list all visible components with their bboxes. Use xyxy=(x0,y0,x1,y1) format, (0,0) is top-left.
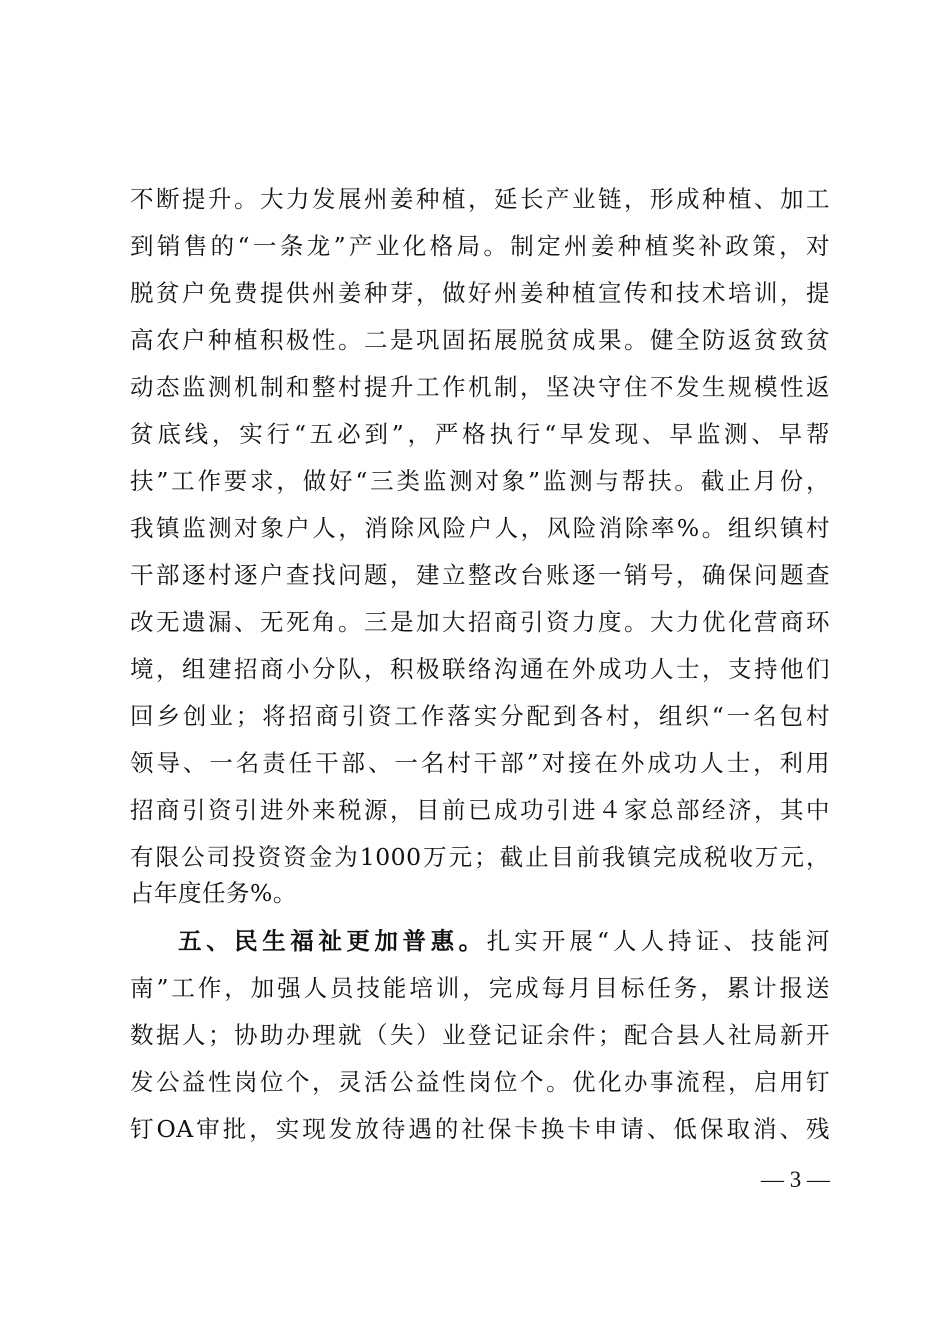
text-line: 干部逐村逐户查找问题，建立整改台账逐一销号，确保问题查 xyxy=(130,561,830,589)
text-line: 回乡创业；将招商引资工作落实分配到各村，组织“一名包村 xyxy=(130,702,830,730)
text-line: 不断提升。大力发展州姜种植，延长产业链，形成种植、加工 xyxy=(130,185,830,213)
text-line: 有限公司投资资金为1000万元；截止目前我镇完成税收万元， xyxy=(130,843,830,871)
text-line xyxy=(178,918,830,964)
text-line: 我镇监测对象户人，消除风险户人，风险消除率%。组织镇村 xyxy=(130,514,830,542)
text-line: 发公益性岗位个，灵活公益性岗位个。优化办事流程，启用钉 xyxy=(130,1068,830,1096)
text-line: 动态监测机制和整村提升工作机制，坚决守住不发生规模性返 xyxy=(130,373,830,401)
text-line: 扶”工作要求，做好“三类监测对象”监测与帮扶。截止月份， xyxy=(130,467,830,495)
text-line: 招商引资引进外来税源，目前已成功引进４家总部经济，其中 xyxy=(130,796,830,824)
text-line: 占年度任务%。 xyxy=(130,879,297,907)
text-line: 脱贫户免费提供州姜种芽，做好州姜种植宣传和技术培训，提 xyxy=(130,279,830,307)
text-line: 南”工作，加强人员技能培训，完成每月目标任务，累计报送 xyxy=(130,974,830,1002)
text-line: 到销售的“一条龙”产业化格局。制定州姜种植奖补政策，对 xyxy=(130,232,830,260)
text-line: 数据人；协助办理就（失）业登记证余件；配合县人社局新开 xyxy=(130,1021,830,1049)
text-line: 境，组建招商小分队，积极联络沟通在外成功人士，支持他们 xyxy=(130,655,830,683)
text-line: 改无遗漏、无死角。三是加大招商引资力度。大力优化营商环 xyxy=(130,608,830,636)
text-line: 贫底线，实行“五必到”，严格执行“早发现、早监测、早帮 xyxy=(130,420,830,448)
section-heading: 五、民生福祉更加普惠。 xyxy=(178,927,487,955)
page-number: — 3 — xyxy=(761,1167,830,1192)
text-line: 高农户种植积极性。二是巩固拓展脱贫成果。健全防返贫致贫 xyxy=(130,326,830,354)
text-line: 领导、一名责任干部、一名村干部”对接在外成功人士，利用 xyxy=(130,749,830,777)
heading-line-text: 扎实开展“人人持证、技能河 xyxy=(486,927,831,955)
text-line: 钉OA审批，实现发放待遇的社保卡换卡申请、低保取消、残 xyxy=(130,1115,830,1143)
